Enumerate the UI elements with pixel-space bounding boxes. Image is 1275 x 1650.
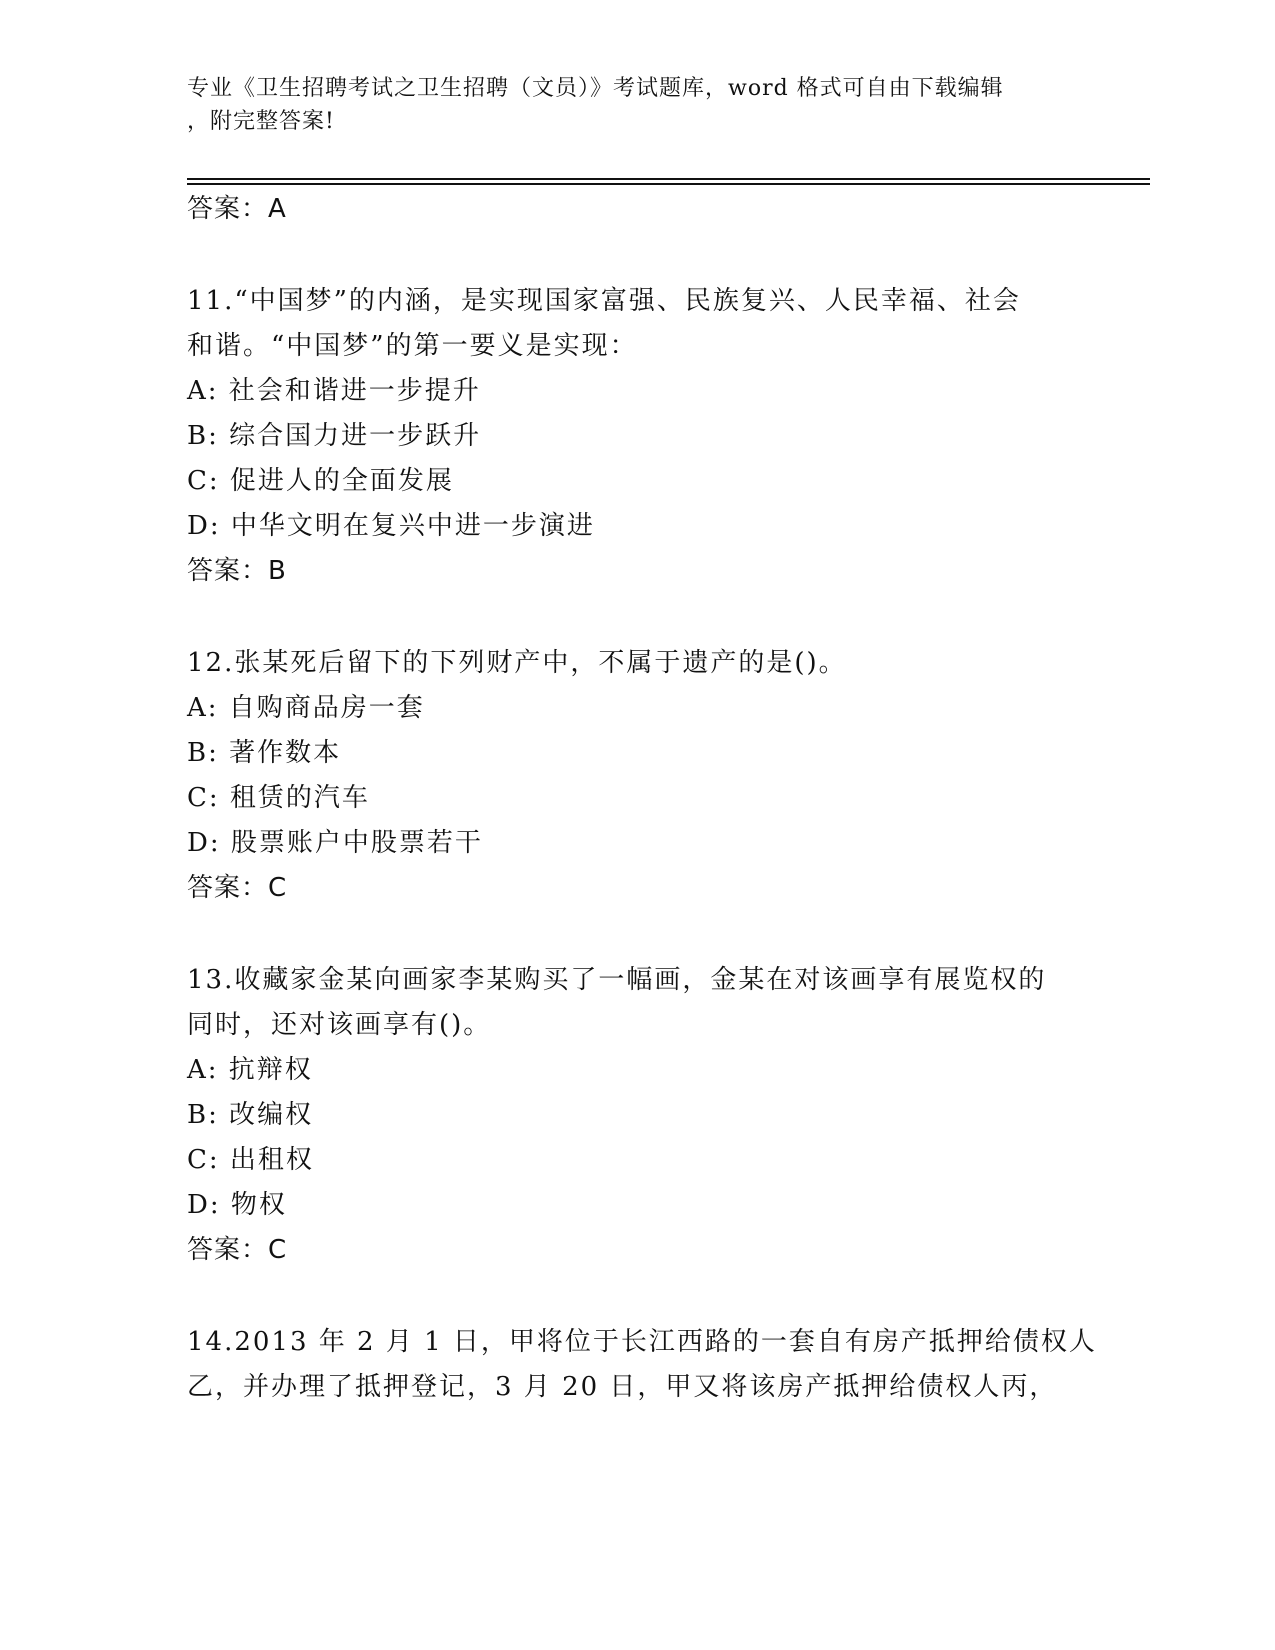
- option-b: B: 改编权: [187, 1100, 314, 1130]
- spacer: [187, 1273, 1107, 1320]
- header-divider-bottom: [187, 183, 1150, 185]
- option-a: A: 抗辩权: [187, 1055, 313, 1085]
- answer: 答案：C: [187, 1235, 288, 1265]
- option-a: A: 社会和谐进一步提升: [187, 376, 481, 406]
- option-d: D: 股票账户中股票若干: [187, 828, 483, 858]
- question-stem-line: 乙，并办理了抵押登记，3 月 20 日，甲又将该房产抵押给债权人丙，: [187, 1372, 1058, 1402]
- question-stem-line: 11.“中国梦”的内涵，是实现国家富强、民族复兴、人民幸福、社会: [187, 286, 1021, 316]
- option-a: A: 自购商品房一套: [187, 693, 425, 723]
- answer: 答案：C: [187, 873, 288, 903]
- spacer: [187, 911, 1107, 958]
- question-stem-line: 14.2013 年 2 月 1 日，甲将位于长江西路的一套自有房产抵押给债权人: [187, 1327, 1097, 1357]
- question-content: [187, 187, 1107, 1410]
- option-c: C: 促进人的全面发展: [187, 466, 454, 496]
- header-line-2: ，附完整答案!: [187, 109, 335, 134]
- option-b: B: 综合国力进一步跃升: [187, 421, 482, 451]
- question-stem-line: 和谐。“中国梦”的第一要义是实现：: [187, 331, 638, 361]
- header-line-1: 专业《卫生招聘考试之卫生招聘（文员）》考试题库，word 格式可自由下载编辑: [187, 76, 1004, 101]
- question-stem-line: 12.张某死后留下的下列财产中，不属于遗产的是()。: [187, 648, 847, 678]
- spacer: [187, 232, 1107, 279]
- previous-answer: 答案：A: [187, 194, 287, 224]
- question-11: [187, 279, 1107, 594]
- question-stem-line: 同时，还对该画享有()。: [187, 1010, 492, 1040]
- option-d: D: 中华文明在复兴中进一步演进: [187, 511, 595, 541]
- option-b: B: 著作数本: [187, 738, 342, 768]
- option-d: D: 物权: [187, 1190, 287, 1220]
- option-c: C: 出租权: [187, 1145, 314, 1175]
- question-13: [187, 958, 1107, 1273]
- question-stem-line: 13.收藏家金某向画家李某购买了一幅画，金某在对该画享有展览权的: [187, 965, 1047, 995]
- answer: 答案：B: [187, 556, 287, 586]
- option-c: C: 租赁的汽车: [187, 783, 370, 813]
- document-header: [187, 72, 1087, 138]
- spacer: [187, 594, 1107, 641]
- question-14: [187, 1320, 1107, 1410]
- header-divider-top: [187, 178, 1150, 180]
- question-12: [187, 641, 1107, 911]
